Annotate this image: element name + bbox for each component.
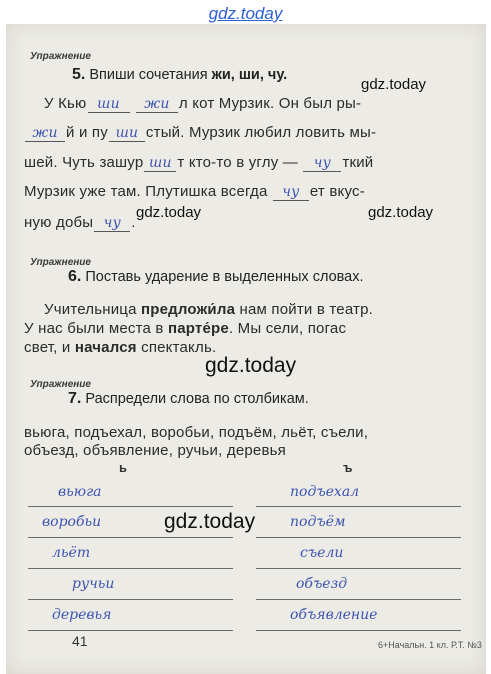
text-fragment: ную добы <box>24 214 94 231</box>
watermark: gdz.today <box>368 204 434 221</box>
text-fragment: У Кью <box>44 95 87 112</box>
column-hard-sign <box>256 478 461 631</box>
watermark: gdz.today <box>205 354 297 377</box>
exercise-7-instruction: Распредели слова по столбикам. <box>85 391 309 407</box>
answer-line[interactable]: деревья <box>28 600 233 631</box>
exercise-5-line-4 <box>24 183 365 201</box>
watermark: gdz.today <box>361 76 427 93</box>
answer-blank[interactable]: чу <box>303 156 341 172</box>
answer-line[interactable]: съели <box>256 538 461 569</box>
stressed-word[interactable]: парте́ре <box>167 320 229 337</box>
exercise-5-title <box>72 66 287 84</box>
exercise-5-line-3 <box>24 154 373 172</box>
text-fragment: . <box>131 214 136 231</box>
answer-line[interactable]: воробьи <box>28 507 233 538</box>
exercise-5-combos: жи, ши, чу. <box>211 67 288 83</box>
answer-line[interactable]: подъём <box>256 507 461 538</box>
answer-line[interactable]: льёт <box>28 538 233 569</box>
answer-blank[interactable]: жи <box>25 126 65 142</box>
site-logo[interactable]: gdz.today <box>208 4 283 23</box>
stressed-word[interactable]: предложи́ла <box>141 301 236 318</box>
exercise-5-number: 5. <box>72 66 86 83</box>
watermark: gdz.today <box>136 204 202 221</box>
exercise-6-instruction: Поставь ударение в выделенных словах. <box>85 269 364 285</box>
exercise-5-line-1 <box>44 95 361 113</box>
exercise-5-instruction: Впиши сочетания <box>89 67 208 83</box>
column-soft-sign-header: ь <box>119 460 127 475</box>
exercise-6-title <box>68 268 364 286</box>
exercise-6-label: Упражнение <box>30 257 91 268</box>
exercise-5-line-2 <box>24 124 376 142</box>
text-fragment: . Мы сели, погас <box>228 320 347 337</box>
answer-blank[interactable]: жи <box>136 97 178 113</box>
answer-blank[interactable]: ши <box>144 156 176 172</box>
exercise-7-number: 7. <box>68 390 82 407</box>
answer-line[interactable]: ручьи <box>28 569 233 600</box>
exercise-7-title <box>68 390 309 408</box>
exercise-7-words-line-2: объезд, объявление, ручьи, деревья <box>24 442 286 459</box>
text-fragment: свет, и <box>24 339 75 356</box>
text-fragment: Мурзик уже там. Плутишка всегда <box>24 183 268 200</box>
text-fragment: Учительница <box>44 301 141 318</box>
footer-code: 6+Начальн. 1 кл. Р.Т. №3 <box>378 640 482 650</box>
text-fragment: У нас были места в <box>24 320 168 337</box>
exercise-7-label: Упражнение <box>30 379 91 390</box>
text-fragment: й и пу <box>66 124 108 141</box>
text-fragment: спектакль. <box>136 339 217 356</box>
text-fragment: т кто-то в углу — <box>177 154 298 171</box>
text-fragment: шей. Чуть зашур <box>24 154 144 171</box>
stressed-word[interactable]: начался <box>74 339 137 356</box>
column-soft-sign <box>28 478 233 631</box>
text-fragment: л кот Мурзик. Он был ры- <box>178 95 362 112</box>
workbook-page <box>6 24 486 674</box>
watermark: gdz.today <box>164 510 256 533</box>
text-fragment: ткий <box>342 154 374 171</box>
answer-blank[interactable]: ши <box>109 126 145 142</box>
answer-blank[interactable]: ши <box>88 97 130 113</box>
answer-blank[interactable]: чу <box>273 185 309 201</box>
exercise-5-label: Упражнение <box>30 51 91 62</box>
answer-blank[interactable]: чу <box>94 216 130 232</box>
exercise-5-line-5 <box>24 214 136 232</box>
exercise-6-line-1 <box>44 301 373 318</box>
answer-line[interactable]: подъехал <box>256 478 461 507</box>
answer-line[interactable]: объявление <box>256 600 461 631</box>
exercise-6-line-2 <box>24 320 346 337</box>
answer-line[interactable]: вьюга <box>28 478 233 507</box>
page-number: 41 <box>72 633 88 649</box>
column-hard-sign-header: ъ <box>343 460 353 475</box>
exercise-6-line-3 <box>24 339 216 356</box>
exercise-6-number: 6. <box>68 268 82 285</box>
text-fragment: нам пойти в театр. <box>235 301 374 318</box>
text-fragment: ет вкус- <box>309 183 365 200</box>
exercise-7-words-line-1: вьюга, подъехал, воробьи, подъём, льёт, съели, <box>24 424 369 441</box>
answer-line[interactable]: объезд <box>256 569 461 600</box>
text-fragment: стый. Мурзик любил ловить мы- <box>145 124 377 141</box>
